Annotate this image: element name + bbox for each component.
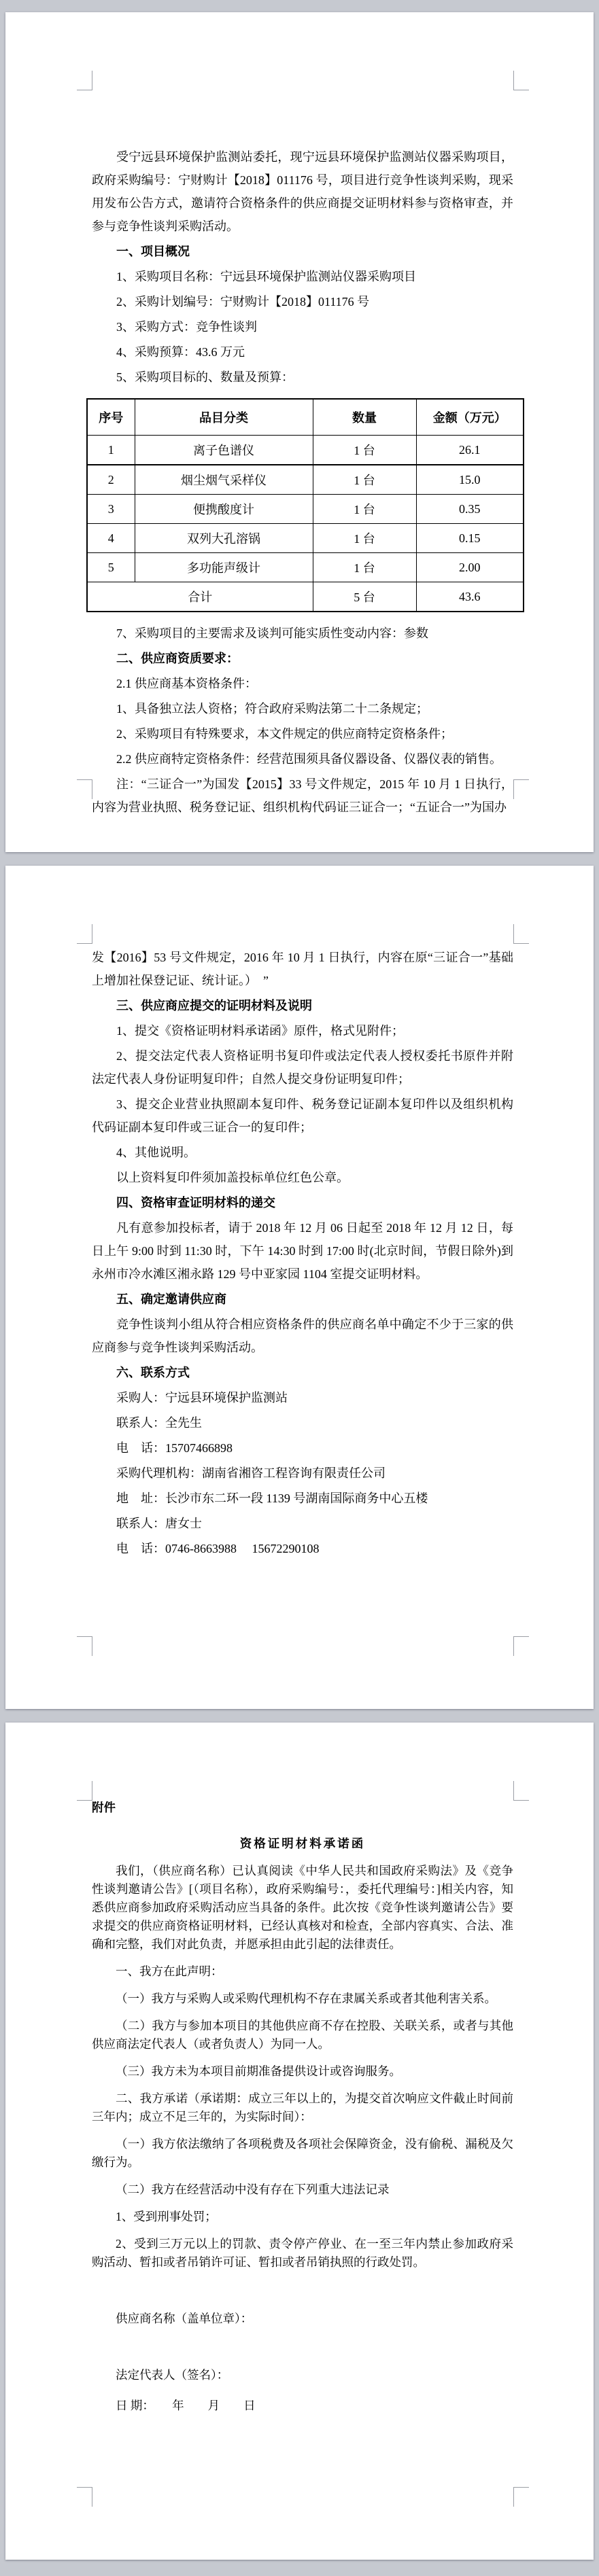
table-total-row [87,582,524,612]
paragraph: 2.1 供应商基本资格条件： [116,677,257,690]
paragraph: （一）我方依法缴纳了各项税费及各项社会保障资金，没有偷税、漏税及欠缴行为。 [92,2137,513,2169]
margin-mark-top-right [513,1781,529,1801]
table-cell: 1 台 [313,495,416,524]
paragraph: 4、采购预算：43.6 万元 [116,345,245,359]
paragraph: 发【2016】53 号文件规定，2016 年 10 月 1 日执行，内容在原“三证合一”基础上增加社保登记证、统计证。） ” [92,951,513,987]
page-1-content [5,12,594,819]
table-cell: 便携酸度计 [135,495,313,524]
margin-mark-top-right [513,71,529,90]
margin-mark-bottom-right [513,2487,529,2507]
paragraph: （一）我方与采购人或采购代理机构不存在隶属关系或者其他利害关系。 [116,1992,496,2005]
paragraph: 1、提交《资格证明材料承诺函》原件，格式见附件； [116,1024,404,1038]
page-3-content [5,1723,594,2415]
table-cell: 0.35 [416,495,524,524]
table-cell: 1 [87,436,135,465]
paragraph: 2、受到三万元以上的罚款、责令停产停业、在一至三年内禁止参加政府采购活动、暂扣或者吊销许可证、暂扣或者吊销执照的行政处罚。 [92,2237,513,2269]
paragraph: 电 话：0746-8663988 15672290108 [116,1542,320,1555]
paragraph: 供应商名称（盖单位章）： [116,2312,253,2325]
table-total-cell: 43.6 [416,582,524,612]
table-cell: 15.0 [416,465,524,495]
page-2 [5,866,594,1709]
table-cell: 0.15 [416,524,524,553]
paragraph: 3、采购方式：竞争性谈判 [116,320,257,334]
table-cell: 1 台 [313,436,416,465]
table-cell: 烟尘烟气采样仪 [135,465,313,495]
margin-mark-bottom-left [77,1636,92,1656]
table-cell: 2.00 [416,553,524,582]
paragraph: 1、采购项目名称：宁远县环境保护监测站仪器采购项目 [116,270,416,283]
paragraph: 1、受到刑事处罚； [116,2210,217,2223]
paragraph: 日 期： 年 月 日 [116,2399,256,2412]
attachment-title: 资格证明材料承诺函 [239,1837,366,1850]
table-header-row [87,399,524,436]
margin-mark-bottom-right [513,779,529,799]
table-header-cell: 品目分类 [135,399,313,436]
margin-mark-bottom-left [77,2487,92,2507]
table-cell: 多功能声级计 [135,553,313,582]
table-cell: 1 台 [313,553,416,582]
table-total-label: 合计 [87,582,313,612]
table-header-cell: 序号 [87,399,135,436]
table-total-cell: 5 台 [313,582,416,612]
attachment-label: 附件 [92,1801,116,1814]
paragraph: 联系人：唐女士 [116,1517,202,1530]
paragraph: （三）我方未为本项目前期准备提供设计或咨询服务。 [116,2064,401,2078]
paragraph: 我们，（供应商名称）已认真阅读《中华人民共和国政府采购法》及《竞争性谈判邀请公告》[（项目名称），政府采购编号：，委托代理编号：]相关内容，知悉供应商参加政府采购活动应当具备的条件。此次按《竞争性谈判邀请公告》要求提交的供应商资格证明材料，已经认真核对和检查，全部内容真实、合法、准确和完整，我们对此负责，并愿承担由此引起的法律责任。 [92,1864,513,1951]
table-row [87,465,524,495]
paragraph: 7、采购项目的主要需求及谈判可能实质性变动内容：参数 [116,627,428,640]
table-cell: 离子色谱仪 [135,436,313,465]
paragraph: （二）我方与参加本项目的其他供应商不存在控股、关联关系，或者与其他供应商法定代表人（或者负责人）为同一人。 [92,2019,513,2051]
margin-mark-bottom-right [513,1636,529,1656]
table-header-cell: 数量 [313,399,416,436]
table-cell: 1 台 [313,465,416,495]
paragraph: 4、其他说明。 [116,1146,196,1159]
table-row [87,524,524,553]
table-header-cell: 金额（万元） [416,399,524,436]
paragraph: 2.2 供应商特定资格条件：经营范围须具备仪器设备、仪器仪表的销售。 [116,752,502,766]
paragraph: 受宁远县环境保护监测站委托，现宁远县环境保护监测站仪器采购项目，政府采购编号：宁财购计【2018】011176 号，项目进行竞争性谈判采购，现采用发布公告方式，邀请符合资格条件的供应商提交证明材料参与资格审查，并参与竞争性谈判采购活动。 [92,150,513,233]
paragraph: 电 话：15707466898 [116,1441,233,1455]
margin-mark-top-left [77,71,92,90]
paragraph: 二、我方承诺（承诺期：成立三年以上的，为提交首次响应文件截止时间前三年内；成立不足三年的，为实际时间）： [92,2092,513,2123]
paragraph: 1、具备独立法人资格；符合政府采购法第二十二条规定； [116,702,428,716]
paragraph: 一、我方在此声明： [116,1964,223,1978]
paragraph: 2、采购计划编号：宁财购计【2018】011176 号 [116,295,370,308]
page-2-content [5,866,594,1560]
section-heading: 六、联系方式 [116,1366,190,1379]
margin-mark-bottom-left [77,779,92,799]
paragraph: 采购人：宁远县环境保护监测站 [116,1391,288,1405]
paragraph: 联系人：全先生 [116,1416,202,1430]
table-cell: 双列大孔溶锅 [135,524,313,553]
paragraph: （二）我方在经营活动中没有存在下列重大违法记录 [116,2183,390,2196]
procurement-items-table [86,398,524,612]
page-3 [5,1723,594,2560]
page-1 [5,12,594,852]
paragraph: 法定代表人（签名）： [116,2368,229,2382]
margin-mark-top-left [77,924,92,944]
paragraph: 2、采购项目有特殊要求，本文件规定的供应商特定资格条件； [116,727,453,741]
table-cell: 26.1 [416,436,524,465]
section-heading: 一、项目概况 [116,245,190,258]
margin-mark-top-left [77,1781,92,1801]
table-row [87,495,524,524]
paragraph: 以上资料复印件须加盖投标单位红色公章。 [116,1171,349,1184]
paragraph: 采购代理机构：湖南省湘咨工程咨询有限责任公司 [116,1466,386,1480]
paragraph: 3、提交企业营业执照副本复印件、税务登记证副本复印件以及组织机构代码证副本复印件或三证合一的复印件； [92,1097,513,1134]
paragraph: 2、提交法定代表人资格证明书复印件或法定代表人授权委托书原件并附法定代表人身份证明复印件；自然人提交身份证明复印件； [92,1049,513,1086]
section-heading: 二、供应商资质要求： [116,652,239,665]
section-heading: 五、确定邀请供应商 [116,1292,226,1306]
margin-mark-top-right [513,924,529,944]
table-cell: 3 [87,495,135,524]
table-row [87,436,524,465]
table-cell: 4 [87,524,135,553]
table-cell: 2 [87,465,135,495]
paragraph: 注：“三证合一”为国发【2015】33 号文件规定，2015 年 10 月 1 日执行，内容为营业执照、税务登记证、组织机构代码证三证合一；“五证合一”为国办 [92,777,513,814]
table-cell: 1 台 [313,524,416,553]
paragraph: 5、采购项目标的、数量及预算： [116,370,294,384]
section-heading: 三、供应商应提交的证明材料及说明 [116,999,312,1012]
table-cell: 5 [87,553,135,582]
paragraph: 地 址：长沙市东二环一段 1139 号湖南国际商务中心五楼 [116,1492,428,1505]
section-heading: 四、资格审查证明材料的递交 [116,1196,275,1210]
paragraph: 凡有意参加投标者，请于 2018 年 12 月 06 日起至 2018 年 12 月 12 日，每日上午 9:00 时到 11:30 时，下午 14:30 时到 17:00 时(北京时间，节假日除外)到永州市冷水滩区湘永路 129 号中亚家园 1104 室提交证明材料。 [92,1221,513,1281]
table-row [87,553,524,582]
paragraph: 竞争性谈判小组从符合相应资格条件的供应商名单中确定不少于三家的供应商参与竞争性谈判采购活动。 [92,1318,513,1354]
